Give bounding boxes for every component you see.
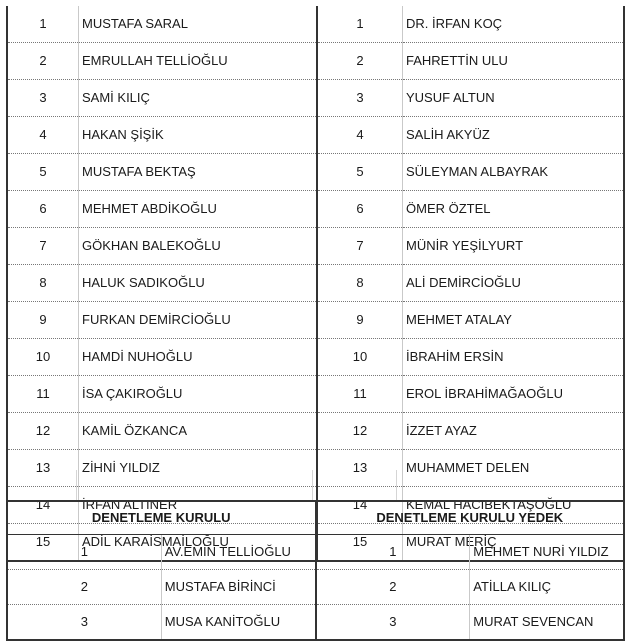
member-name: MUHAMMET DELEN (403, 450, 625, 487)
row-number: 1 (316, 535, 470, 570)
row-number: 9 (7, 302, 79, 339)
table-row (7, 191, 624, 228)
gridline (312, 470, 313, 500)
gridline (76, 470, 77, 500)
member-name: ALİ DEMİRCİOĞLU (403, 265, 625, 302)
table-row (7, 605, 624, 641)
member-name: İZZET AYAZ (403, 413, 625, 450)
member-name: EROL İBRAHİMAĞAOĞLU (403, 376, 625, 413)
member-name: MEHMET NURİ YILDIZ (470, 535, 624, 570)
row-number: 2 (317, 43, 403, 80)
row-number: 13 (317, 450, 403, 487)
member-name: MUSTAFA BİRİNCİ (161, 570, 315, 605)
audit-board-substitute-header: DENETLEME KURULU YEDEK (316, 501, 625, 535)
row-number: 11 (7, 376, 79, 413)
member-name: SAMİ KILIÇ (79, 80, 318, 117)
member-name: SÜLEYMAN ALBAYRAK (403, 154, 625, 191)
table-row (7, 6, 624, 43)
table-row (7, 535, 624, 570)
row-number: 7 (317, 228, 403, 265)
member-name: HAMDİ NUHOĞLU (79, 339, 318, 376)
row-number: 2 (7, 570, 161, 605)
row-number: 5 (317, 154, 403, 191)
row-number: 4 (7, 117, 79, 154)
row-number: 12 (7, 413, 79, 450)
row-number: 1 (7, 535, 161, 570)
row-number: 12 (317, 413, 403, 450)
row-number: 10 (317, 339, 403, 376)
row-number: 7 (7, 228, 79, 265)
row-number: 11 (317, 376, 403, 413)
member-name: MURAT MERİÇ (403, 524, 625, 562)
row-number: 14 (317, 487, 403, 524)
row-number: 8 (7, 265, 79, 302)
member-name: SALİH AKYÜZ (403, 117, 625, 154)
member-name: KAMİL ÖZKANCA (79, 413, 318, 450)
member-name: HALUK SADIKOĞLU (79, 265, 318, 302)
table-row (7, 43, 624, 80)
audit-board-header: DENETLEME KURULU (7, 501, 316, 535)
table-row (7, 376, 624, 413)
table-row (7, 117, 624, 154)
empty-spacer-row (6, 470, 625, 500)
row-number: 3 (7, 605, 161, 641)
row-number: 2 (316, 570, 470, 605)
row-number: 5 (7, 154, 79, 191)
table-row (7, 80, 624, 117)
member-name: DR. İRFAN KOÇ (403, 6, 625, 43)
row-number: 14 (7, 487, 79, 524)
table-row (7, 265, 624, 302)
row-number: 3 (316, 605, 470, 641)
member-name: MEHMET ATALAY (403, 302, 625, 339)
member-name: İSA ÇAKIROĞLU (79, 376, 318, 413)
row-number: 6 (317, 191, 403, 228)
member-name: MÜNİR YEŞİLYURT (403, 228, 625, 265)
member-name: FAHRETTİN ULU (403, 43, 625, 80)
table-row (7, 228, 624, 265)
table-row (7, 570, 624, 605)
row-number: 3 (317, 80, 403, 117)
row-number: 6 (7, 191, 79, 228)
table-row (7, 302, 624, 339)
member-name: MUSTAFA BEKTAŞ (79, 154, 318, 191)
member-name: AV.EMİN TELLİOĞLU (161, 535, 315, 570)
gridline (396, 470, 397, 500)
row-number: 1 (7, 6, 79, 43)
audit-board-table (6, 500, 625, 641)
row-number: 15 (7, 524, 79, 562)
member-name: YUSUF ALTUN (403, 80, 625, 117)
row-number: 13 (7, 450, 79, 487)
row-number: 9 (317, 302, 403, 339)
member-name: İRFAN ALTINER (79, 487, 318, 524)
member-name: GÖKHAN BALEKOĞLU (79, 228, 318, 265)
row-number: 8 (317, 265, 403, 302)
member-name: HAKAN ŞİŞİK (79, 117, 318, 154)
row-number: 4 (317, 117, 403, 154)
table-header-row (7, 501, 624, 535)
table-row (7, 339, 624, 376)
member-name: MUSTAFA SARAL (79, 6, 318, 43)
member-name: EMRULLAH TELLİOĞLU (79, 43, 318, 80)
member-name: ÖMER ÖZTEL (403, 191, 625, 228)
row-number: 1 (317, 6, 403, 43)
member-name: MUSA KANİTOĞLU (161, 605, 315, 641)
table-row (7, 413, 624, 450)
member-name: MEHMET ABDİKOĞLU (79, 191, 318, 228)
member-name: MURAT SEVENCAN (473, 614, 594, 629)
member-name: ZİHNİ YILDIZ (79, 450, 318, 487)
row-number: 15 (317, 524, 403, 562)
member-name: ATİLLA KILIÇ (470, 570, 624, 605)
row-number: 2 (7, 43, 79, 80)
member-name: ADİL KARAİSMAİLOĞLU (79, 524, 318, 562)
member-name: KEMAL HACIBEKTAŞOĞLU (403, 487, 625, 524)
member-name: FURKAN DEMİRCİOĞLU (79, 302, 318, 339)
row-number: 3 (7, 80, 79, 117)
table-row (7, 154, 624, 191)
member-name: İBRAHİM ERSİN (403, 339, 625, 376)
row-number: 10 (7, 339, 79, 376)
